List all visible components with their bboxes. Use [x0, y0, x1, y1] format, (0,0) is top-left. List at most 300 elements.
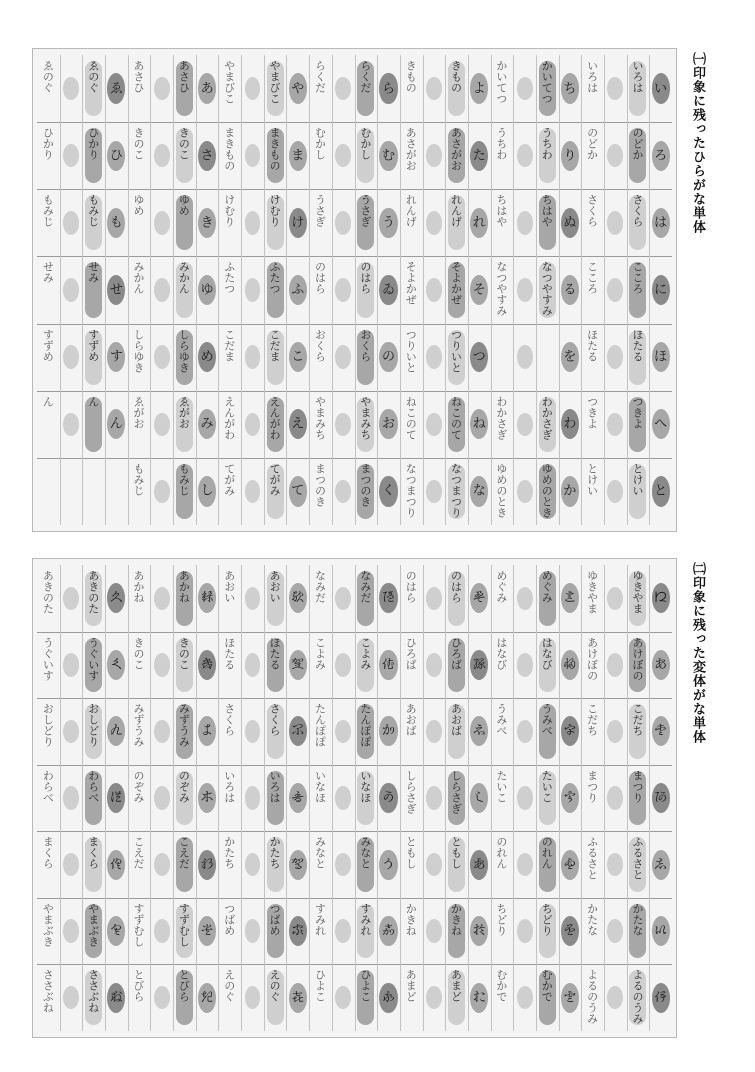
single-kana-glyph: 𛀨 — [200, 857, 214, 873]
column-divider — [60, 565, 61, 1031]
column-divider — [649, 55, 650, 525]
practice-word: まつり — [630, 769, 644, 803]
glyph-blob — [607, 278, 623, 302]
glyph-blob — [154, 653, 170, 676]
glyph-blob — [335, 77, 351, 101]
practice-word: さくら — [585, 194, 599, 228]
practice-word: のれん — [540, 836, 554, 870]
practice-word: しらさぎ — [404, 769, 418, 814]
practice-word: すずむし — [132, 902, 146, 947]
glyph-blob — [245, 720, 261, 743]
practice-word: ねこのて — [404, 395, 418, 440]
practice-word: かいてつ — [540, 60, 554, 104]
glyph-blob — [426, 77, 442, 101]
practice-word: のはら — [313, 261, 327, 295]
single-kana-glyph: り — [563, 148, 577, 164]
single-kana-glyph: か — [563, 483, 577, 499]
practice-word: いなほ — [358, 769, 372, 803]
column-divider — [536, 55, 537, 525]
glyph-blob — [607, 786, 623, 809]
practice-word: うちわ — [494, 127, 508, 161]
practice-word: ん — [86, 395, 100, 407]
practice-word: あおい — [222, 570, 236, 603]
practice-word: つりいと — [449, 328, 463, 373]
practice-word: のはら — [358, 261, 372, 295]
practice-word: しらゆき — [132, 328, 146, 373]
practice-word: ゑがお — [132, 395, 146, 429]
practice-word: あさがお — [404, 127, 418, 172]
single-kana-glyph: つ — [472, 349, 486, 365]
single-kana-glyph: 𛀠 — [291, 790, 305, 806]
single-kana-glyph: ゑ — [109, 81, 123, 97]
practice-word: おしどり — [41, 703, 55, 748]
glyph-blob — [426, 653, 442, 676]
practice-word: なつやすみ — [540, 261, 554, 317]
glyph-blob — [426, 278, 442, 302]
practice-word: みずうみ — [177, 703, 191, 748]
column-divider — [649, 565, 650, 1031]
column-divider — [491, 565, 492, 1031]
single-kana-glyph: 𛀖 — [382, 590, 396, 606]
practice-word: かたち — [222, 836, 236, 870]
column-divider — [82, 565, 83, 1031]
hentaigana-grid — [37, 565, 672, 1031]
single-kana-glyph: 𛀩 — [200, 923, 214, 939]
practice-word: あきのた — [41, 570, 55, 614]
glyph-blob — [63, 144, 79, 168]
single-kana-glyph: の — [382, 349, 396, 365]
practice-word: つりいと — [404, 328, 418, 373]
practice-word: こだま — [268, 328, 282, 362]
single-kana-glyph: そ — [472, 282, 486, 298]
glyph-blob — [335, 413, 351, 437]
single-kana-glyph: け — [291, 215, 305, 231]
practice-word: ねこのて — [449, 395, 463, 440]
single-kana-glyph: ち — [563, 81, 577, 97]
glyph-blob — [426, 144, 442, 168]
practice-word: ゆめのとき — [540, 462, 554, 518]
glyph-blob — [63, 587, 79, 610]
single-kana-glyph: 𛀱 — [109, 990, 123, 1006]
single-kana-glyph: 𛀫 — [109, 590, 123, 606]
single-kana-glyph: み — [200, 416, 214, 432]
single-kana-glyph: 𛀪 — [200, 990, 214, 1006]
practice-word: ゑがお — [177, 395, 191, 429]
column-divider — [468, 55, 469, 525]
single-kana-glyph: に — [654, 282, 668, 298]
glyph-blob — [245, 986, 261, 1009]
practice-word: わらべ — [86, 769, 100, 803]
practice-word: なみだ — [358, 570, 372, 603]
glyph-blob — [154, 480, 170, 504]
column-divider — [309, 55, 310, 525]
practice-word: ちはや — [494, 194, 508, 228]
practice-word: ほたる — [222, 636, 236, 670]
practice-word: こえだ — [132, 836, 146, 870]
column-divider — [105, 55, 106, 525]
single-kana-glyph: 𛀚 — [382, 857, 396, 873]
single-kana-glyph: 𛀡 — [291, 857, 305, 873]
glyph-blob — [63, 413, 79, 437]
glyph-blob — [63, 278, 79, 302]
practice-word: まきもの — [222, 127, 236, 172]
practice-word: かきね — [449, 902, 463, 936]
practice-word: なつまつり — [449, 462, 463, 518]
practice-word: よるのうみ — [585, 969, 599, 1025]
practice-word: つばめ — [222, 902, 236, 936]
single-kana-glyph: 𛀥 — [200, 657, 214, 673]
practice-word: もみじ — [132, 462, 146, 496]
practice-word: きもの — [449, 60, 463, 93]
single-kana-glyph: 𛀔 — [472, 923, 486, 939]
practice-word: ふたつ — [222, 261, 236, 295]
column-divider — [309, 565, 310, 1031]
practice-word: こよみ — [358, 636, 372, 670]
practice-word: むかし — [358, 127, 372, 161]
glyph-blob — [426, 986, 442, 1009]
column-divider — [196, 565, 197, 1031]
glyph-blob — [517, 211, 533, 235]
column-divider — [445, 565, 446, 1031]
practice-word: うさぎ — [313, 194, 327, 228]
practice-word: のはら — [449, 570, 463, 603]
practice-word: てがみ — [222, 462, 236, 496]
practice-word: ひかり — [86, 127, 100, 161]
practice-word: ふたつ — [268, 261, 282, 295]
column-divider — [241, 565, 242, 1031]
practice-word: ゆめ — [177, 194, 191, 217]
hiragana-panel — [32, 48, 677, 532]
practice-word: かたち — [268, 836, 282, 870]
practice-word: かいてつ — [494, 60, 508, 104]
glyph-blob — [154, 211, 170, 235]
single-kana-glyph: は — [654, 215, 668, 231]
single-kana-glyph: な — [472, 483, 486, 499]
single-kana-glyph: 𛀟 — [291, 723, 305, 739]
column-divider — [559, 55, 560, 525]
practice-word: ささぶね — [41, 969, 55, 1014]
single-kana-glyph: 𛀒 — [472, 790, 486, 806]
column-divider — [150, 565, 151, 1031]
practice-word: ともし — [449, 836, 463, 870]
practice-word: みなと — [358, 836, 372, 870]
glyph-blob — [245, 853, 261, 876]
practice-word: ん — [41, 395, 55, 407]
glyph-blob — [245, 413, 261, 437]
column-divider — [377, 565, 378, 1031]
single-kana-glyph: 𛀭 — [109, 723, 123, 739]
practice-word: おくら — [313, 328, 327, 362]
practice-word: うちわ — [540, 127, 554, 161]
single-kana-glyph: 𛀑 — [472, 723, 486, 739]
column-divider — [286, 55, 287, 525]
single-kana-glyph: を — [563, 349, 577, 365]
practice-word: なつやすみ — [494, 261, 508, 317]
practice-word: えんがわ — [222, 395, 236, 440]
practice-word: やまぶき — [86, 902, 100, 947]
practice-word: みなと — [313, 836, 327, 870]
single-kana-glyph: ゆ — [200, 282, 214, 298]
practice-word: ゑのぐ — [41, 60, 55, 93]
single-kana-glyph: ん — [109, 416, 123, 432]
practice-word: はなび — [540, 636, 554, 670]
single-kana-glyph: 𛀎 — [563, 990, 577, 1006]
practice-word: けむり — [222, 194, 236, 228]
practice-word: こよみ — [313, 636, 327, 670]
practice-word: ゆきやま — [585, 570, 599, 614]
practice-word: れんげ — [449, 194, 463, 228]
single-kana-glyph: 𛀅 — [654, 857, 668, 873]
single-kana-glyph: す — [109, 349, 123, 365]
glyph-blob — [517, 480, 533, 504]
single-kana-glyph: お — [382, 416, 396, 432]
column-divider — [173, 565, 174, 1031]
column-divider — [604, 565, 605, 1031]
glyph-blob — [154, 278, 170, 302]
single-kana-glyph: て — [291, 483, 305, 499]
glyph-blob — [245, 587, 261, 610]
practice-word: こだち — [630, 703, 644, 737]
practice-word: かきね — [404, 902, 418, 936]
practice-word: ひろば — [404, 636, 418, 670]
practice-word: まつのき — [358, 462, 372, 507]
single-kana-glyph: 𛀬 — [109, 657, 123, 673]
practice-word: ほたる — [268, 636, 282, 670]
glyph-blob — [245, 919, 261, 942]
glyph-blob — [63, 986, 79, 1009]
practice-word: めぐみ — [540, 570, 554, 603]
practice-word: むかで — [494, 969, 508, 1003]
practice-word: まつのき — [313, 462, 327, 507]
glyph-blob — [335, 720, 351, 743]
column-divider — [468, 565, 469, 1031]
practice-word: ひよこ — [313, 969, 327, 1003]
single-kana-glyph: め — [200, 349, 214, 365]
practice-word: あきのた — [86, 570, 100, 614]
practice-word: のれん — [494, 836, 508, 870]
single-kana-glyph: た — [472, 148, 486, 164]
column-divider — [173, 55, 174, 525]
practice-word: かたな — [630, 902, 644, 936]
practice-word: かたな — [585, 902, 599, 936]
practice-word: きのこ — [177, 636, 191, 670]
practice-word: ゑのぐ — [86, 60, 100, 93]
practice-word: おしどり — [86, 703, 100, 748]
practice-word: こえだ — [177, 836, 191, 870]
practice-word: ゆめのとき — [494, 462, 508, 518]
practice-word: まきもの — [268, 127, 282, 172]
glyph-blob — [426, 853, 442, 876]
practice-word: そよかぜ — [404, 261, 418, 306]
glyph-blob — [63, 919, 79, 942]
practice-word: れんげ — [404, 194, 418, 228]
practice-word: ほたる — [630, 328, 644, 362]
practice-word: えんがわ — [268, 395, 282, 440]
glyph-blob — [335, 345, 351, 369]
single-kana-glyph: 𛀛 — [382, 923, 396, 939]
single-kana-glyph: 𛀮 — [109, 790, 123, 806]
practice-word: あかね — [177, 570, 191, 603]
practice-word: まくら — [41, 836, 55, 870]
glyph-blob — [245, 77, 261, 101]
column-divider — [355, 55, 356, 525]
glyph-blob — [335, 653, 351, 676]
practice-word: しらさぎ — [449, 769, 463, 814]
practice-word: らくだ — [358, 60, 372, 93]
column-divider — [60, 55, 61, 525]
practice-word: あまど — [449, 969, 463, 1003]
practice-word: ちはや — [540, 194, 554, 228]
practice-word: やまびこ — [268, 60, 282, 104]
practice-word: いろは — [268, 769, 282, 803]
practice-word: あまど — [404, 969, 418, 1003]
practice-word: やまぶき — [41, 902, 55, 947]
single-kana-glyph: え — [291, 416, 305, 432]
column-divider — [423, 55, 424, 525]
single-kana-glyph: よ — [472, 81, 486, 97]
practice-word: すずめ — [41, 328, 55, 362]
practice-word: のどか — [585, 127, 599, 161]
column-divider — [128, 565, 129, 1031]
single-kana-glyph: ろ — [654, 148, 668, 164]
glyph-blob — [607, 480, 623, 504]
practice-word: のどか — [630, 127, 644, 161]
practice-word: みかん — [177, 261, 191, 295]
glyph-blob — [154, 77, 170, 101]
single-kana-glyph: き — [200, 215, 214, 231]
practice-word: とけい — [585, 462, 599, 496]
practice-word: まくら — [86, 836, 100, 870]
practice-word: つばめ — [268, 902, 282, 936]
practice-word: はなび — [494, 636, 508, 670]
single-kana-glyph: 𛀏 — [472, 590, 486, 606]
column-divider — [105, 565, 106, 1031]
single-kana-glyph: 𛀝 — [291, 590, 305, 606]
practice-word: せみ — [41, 261, 55, 284]
single-kana-glyph: せ — [109, 282, 123, 298]
single-kana-glyph: る — [563, 282, 577, 298]
glyph-blob — [607, 720, 623, 743]
glyph-blob — [335, 144, 351, 168]
column-divider — [423, 565, 424, 1031]
single-kana-glyph: 𛀄 — [654, 790, 668, 806]
column-divider — [581, 565, 582, 1031]
single-kana-glyph: い — [654, 81, 668, 97]
glyph-blob — [154, 986, 170, 1009]
practice-word: まつり — [585, 769, 599, 803]
column-divider — [286, 565, 287, 1031]
practice-word: ほたる — [585, 328, 599, 362]
glyph-blob — [335, 986, 351, 1009]
practice-word: うみべ — [494, 703, 508, 737]
glyph-blob — [63, 345, 79, 369]
glyph-blob — [517, 144, 533, 168]
single-kana-glyph: 𛀧 — [200, 790, 214, 806]
practice-word: ふるさと — [585, 836, 599, 881]
glyph-blob — [63, 77, 79, 101]
practice-word: もみじ — [86, 194, 100, 228]
single-kana-glyph: 𛀰 — [109, 923, 123, 939]
glyph-blob — [517, 345, 533, 369]
practice-word: あおば — [449, 703, 463, 737]
practice-word: えのぐ — [268, 969, 282, 1003]
single-kana-glyph: 𛀜 — [382, 990, 396, 1006]
glyph-blob — [245, 786, 261, 809]
column-divider — [128, 55, 129, 525]
practice-word: たいこ — [540, 769, 554, 803]
glyph-blob — [154, 413, 170, 437]
column-divider — [264, 55, 265, 525]
glyph-blob — [335, 278, 351, 302]
practice-word: もみじ — [177, 462, 191, 496]
column-divider — [445, 55, 446, 525]
single-kana-glyph: 𛀃 — [654, 723, 668, 739]
glyph-blob — [63, 786, 79, 809]
column-divider — [218, 55, 219, 525]
glyph-blob — [607, 653, 623, 676]
practice-word: せみ — [86, 261, 100, 284]
practice-word: こころ — [585, 261, 599, 295]
single-kana-glyph: う — [382, 215, 396, 231]
practice-word: ひかり — [41, 127, 55, 161]
practice-word: きもの — [404, 60, 418, 93]
single-kana-glyph: ぬ — [563, 215, 577, 231]
practice-word: たいこ — [494, 769, 508, 803]
glyph-blob — [607, 919, 623, 942]
practice-word: あおい — [268, 570, 282, 603]
glyph-blob — [335, 853, 351, 876]
practice-word: こころ — [630, 261, 644, 295]
practice-word: とけい — [630, 462, 644, 496]
practice-word: こだち — [585, 703, 599, 737]
column-divider — [264, 565, 265, 1031]
panel-2-caption: ㈡印象に残った変体がな単体 — [690, 562, 705, 744]
single-kana-glyph: 𛀆 — [654, 923, 668, 939]
single-kana-glyph: 𛀦 — [200, 723, 214, 739]
glyph-blob — [607, 144, 623, 168]
single-kana-glyph: く — [382, 483, 396, 499]
glyph-blob — [426, 345, 442, 369]
glyph-blob — [517, 786, 533, 809]
practice-word: すみれ — [313, 902, 327, 936]
single-kana-glyph: れ — [472, 215, 486, 231]
practice-word: ゆきやま — [630, 570, 644, 614]
practice-word: きのこ — [132, 127, 146, 161]
single-kana-glyph: 𛀓 — [472, 857, 486, 873]
practice-word: あさひ — [177, 60, 191, 93]
practice-word: しらゆき — [177, 328, 191, 373]
practice-word: てがみ — [268, 462, 282, 496]
glyph-blob — [426, 480, 442, 504]
glyph-blob — [63, 211, 79, 235]
practice-word: いろは — [585, 60, 599, 93]
practice-word: あけぼの — [630, 636, 644, 681]
column-divider — [332, 565, 333, 1031]
glyph-blob — [245, 211, 261, 235]
practice-word: きのこ — [132, 636, 146, 670]
practice-word: たんぽぽ — [313, 703, 327, 748]
practice-word: ちどり — [540, 902, 554, 936]
glyph-blob — [154, 720, 170, 743]
single-kana-glyph: ね — [472, 416, 486, 432]
glyph-blob — [517, 77, 533, 101]
glyph-blob — [154, 345, 170, 369]
single-kana-glyph: 𛀇 — [654, 990, 668, 1006]
glyph-blob — [63, 720, 79, 743]
practice-word: やまみち — [358, 395, 372, 440]
hiragana-grid — [37, 55, 672, 525]
single-kana-glyph: 𛀊 — [563, 723, 577, 739]
